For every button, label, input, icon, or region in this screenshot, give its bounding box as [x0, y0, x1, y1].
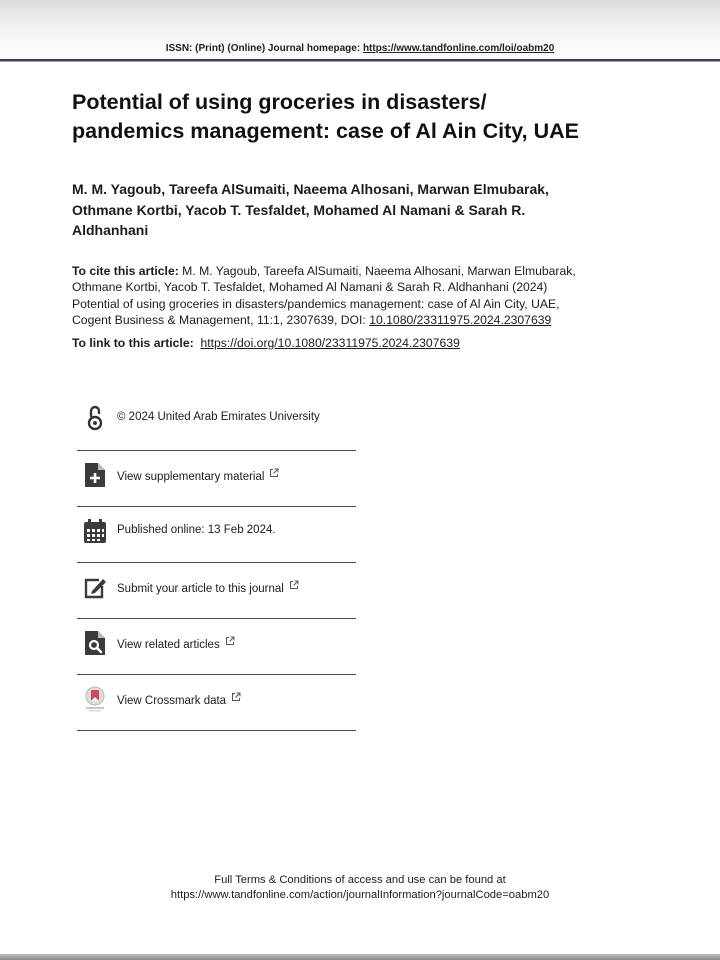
related-articles-link[interactable]: View related articles — [117, 639, 220, 651]
issn-header — [0, 43, 720, 54]
published-date: Published online: 13 Feb 2024. — [117, 524, 276, 536]
external-link-icon — [269, 468, 279, 478]
info-item-crossmark[interactable] — [77, 675, 356, 731]
info-item-supplementary[interactable] — [77, 451, 356, 507]
supplementary-icon — [82, 461, 108, 489]
citation-text: M. M. Yagoub, Tareefa AlSumaiti, Naeema Alhosani, Marwan Elmubarak, — [182, 264, 576, 278]
crossmark-icon — [82, 685, 108, 713]
citation-block — [72, 263, 672, 329]
submit-edit-icon — [82, 573, 108, 601]
authors — [72, 179, 672, 241]
copyright-text: © 2024 United Arab Emirates University — [117, 411, 320, 423]
article-info-list — [77, 394, 356, 731]
issn-label: ISSN: (Print) (Online) Journal homepage: — [165, 43, 361, 54]
citation-text: Potential of using groceries in disasters/pandemics management: case of Al Ain City, UAE, — [72, 296, 560, 311]
info-item-published — [77, 507, 356, 563]
external-link-icon — [225, 636, 235, 646]
article-title-line: Potential of using groceries in disasters/ — [72, 90, 487, 114]
article-link-line — [72, 336, 672, 350]
info-item-related[interactable] — [77, 619, 356, 675]
authors-line: Aldhanhani — [72, 222, 149, 238]
article-title-line: pandemics management: case of Al Ain City, UAE — [72, 119, 579, 143]
article-link-label: To link to this article: — [72, 336, 194, 350]
terms-footer — [0, 873, 720, 903]
submit-article-link[interactable]: Submit your article to this journal — [117, 583, 284, 595]
terms-text: Full Terms & Conditions of access and use can be found at — [214, 874, 506, 886]
supplementary-link[interactable]: View supplementary material — [117, 471, 265, 483]
related-search-icon — [82, 629, 108, 657]
calendar-icon — [82, 517, 108, 545]
info-item-submit[interactable] — [77, 563, 356, 619]
terms-link[interactable]: https://www.tandfonline.com/action/journalInformation?journalCode=oabm20 — [170, 889, 550, 901]
article-title — [72, 88, 672, 146]
doi-link[interactable]: 10.1080/23311975.2024.2307639 — [369, 313, 552, 328]
article-doi-link[interactable]: https://doi.org/10.1080/23311975.2024.2307639 — [200, 336, 460, 350]
info-item-copyright — [77, 394, 356, 451]
header-rule-thin — [0, 61, 720, 62]
citation-label: To cite this article: — [72, 264, 179, 278]
open-access-icon — [82, 404, 108, 432]
journal-homepage-link[interactable]: https://www.tandfonline.com/loi/oabm20 — [362, 43, 555, 54]
external-link-icon — [289, 580, 299, 590]
citation-text: Othmane Kortbi, Yacob T. Tesfaldet, Mohamed Al Namani & Sarah R. Aldhanhani (2024) — [72, 280, 548, 295]
external-link-icon — [231, 692, 241, 702]
bottom-bar — [0, 954, 720, 960]
citation-text: Cogent Business & Management, 11:1, 2307639, DOI: — [72, 313, 366, 328]
crossmark-link[interactable]: View Crossmark data — [117, 695, 227, 707]
authors-line: M. M. Yagoub, Tareefa AlSumaiti, Naeema Alhosani, Marwan Elmubarak, — [72, 181, 549, 197]
authors-line: Othmane Kortbi, Yacob T. Tesfaldet, Mohamed Al Namani & Sarah R. — [72, 201, 526, 218]
